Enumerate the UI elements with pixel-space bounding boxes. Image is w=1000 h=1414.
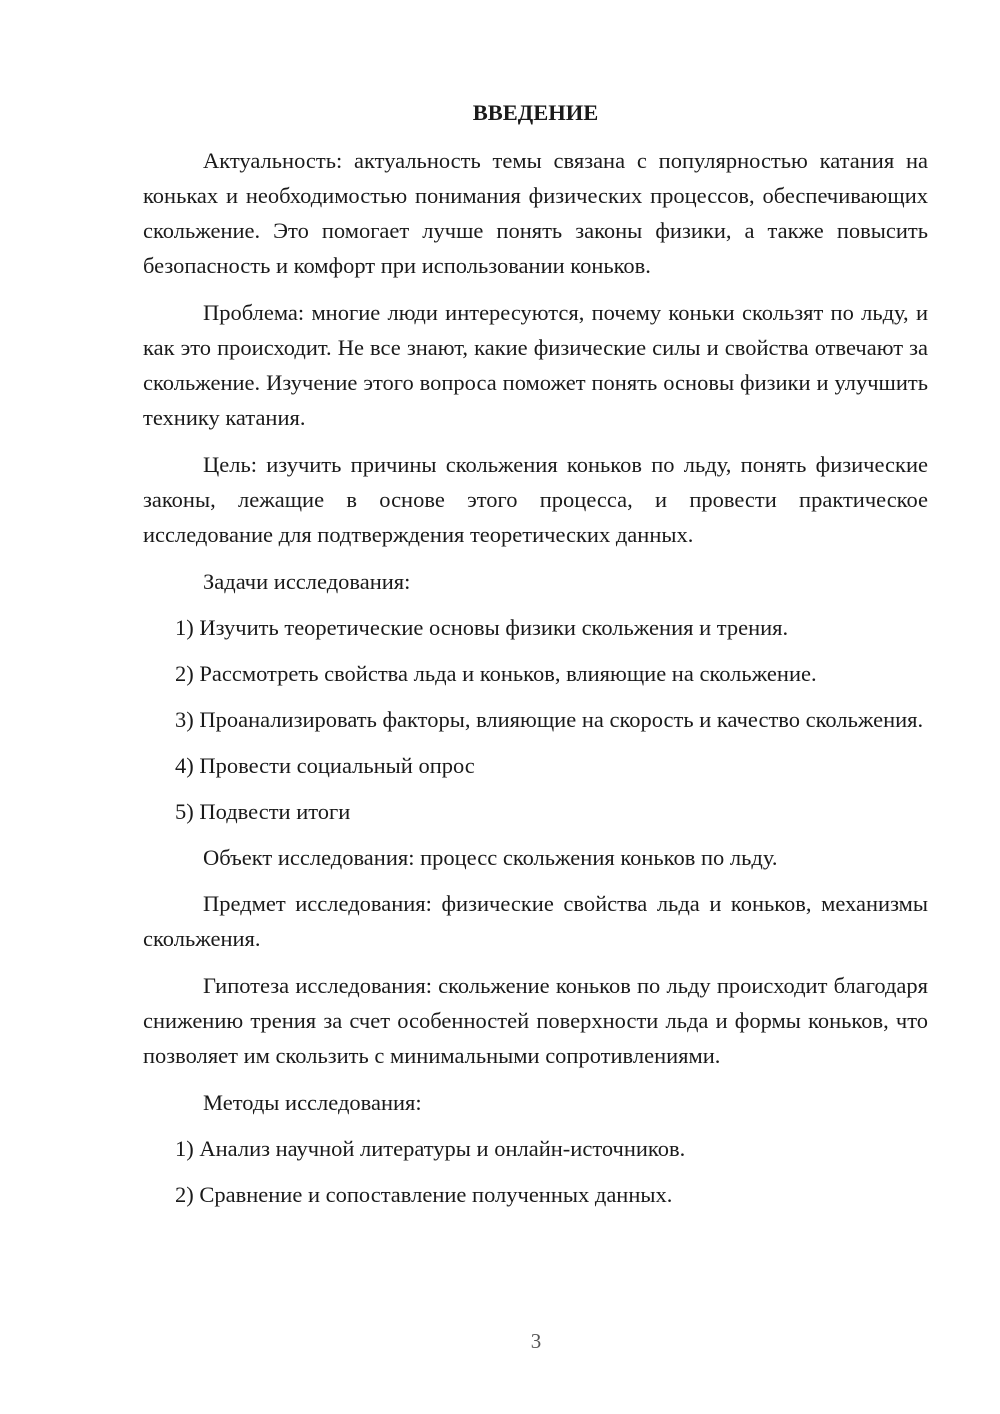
relevance-paragraph: Актуальность: актуальность темы связана с популярностью катания на коньках и необходимостью понимания физических процессов, обеспечивающих скольжение. Это помогает лучше понять законы физики, а также повысить безопасность и комфорт при использовании коньков. xyxy=(143,148,928,278)
tasks-heading: Задачи исследования: xyxy=(203,569,411,594)
page-number: 3 xyxy=(530,1329,542,1353)
object-paragraph: Объект исследования: процесс скольжения коньков по льду. xyxy=(203,845,778,870)
task-item: 4) Провести социальный опрос xyxy=(175,753,475,778)
subject-paragraph: Предмет исследования: физические свойства льда и коньков, механизмы скольжения. xyxy=(143,891,928,951)
task-item: 1) Изучить теоретические основы физики скольжения и трения. xyxy=(175,615,789,640)
hypothesis-paragraph: Гипотеза исследования: скольжение коньков по льду происходит благодаря снижению трения за счет особенностей поверхности льда и формы коньков, что позволяет им скользить с минимальными сопротивлениями. xyxy=(143,973,928,1068)
task-item: 3) Проанализировать факторы, влияющие на скорость и качество скольжения. xyxy=(175,707,924,732)
task-item: 5) Подвести итоги xyxy=(175,799,351,824)
method-item: 2) Сравнение и сопоставление полученных данных. xyxy=(175,1182,673,1207)
problem-paragraph: Проблема: многие люди интересуются, почему коньки скользят по льду, и как это происходит. Не все знают, какие физические силы и свойства отвечают за скольжение. Изучение этого вопроса поможет понять основы физики и улучшить технику катания. xyxy=(143,300,928,430)
page-content xyxy=(143,95,928,1212)
method-item: 1) Анализ научной литературы и онлайн-источников. xyxy=(175,1136,686,1161)
methods-heading: Методы исследования: xyxy=(203,1090,422,1115)
task-item: 2) Рассмотреть свойства льда и коньков, влияющие на скольжение. xyxy=(175,661,817,686)
goal-paragraph: Цель: изучить причины скольжения коньков по льду, понять физические законы, лежащие в основе этого процесса, и провести практическое исследование для подтверждения теоретических данных. xyxy=(143,452,928,547)
page-title: ВВЕДЕНИЕ xyxy=(472,100,599,125)
